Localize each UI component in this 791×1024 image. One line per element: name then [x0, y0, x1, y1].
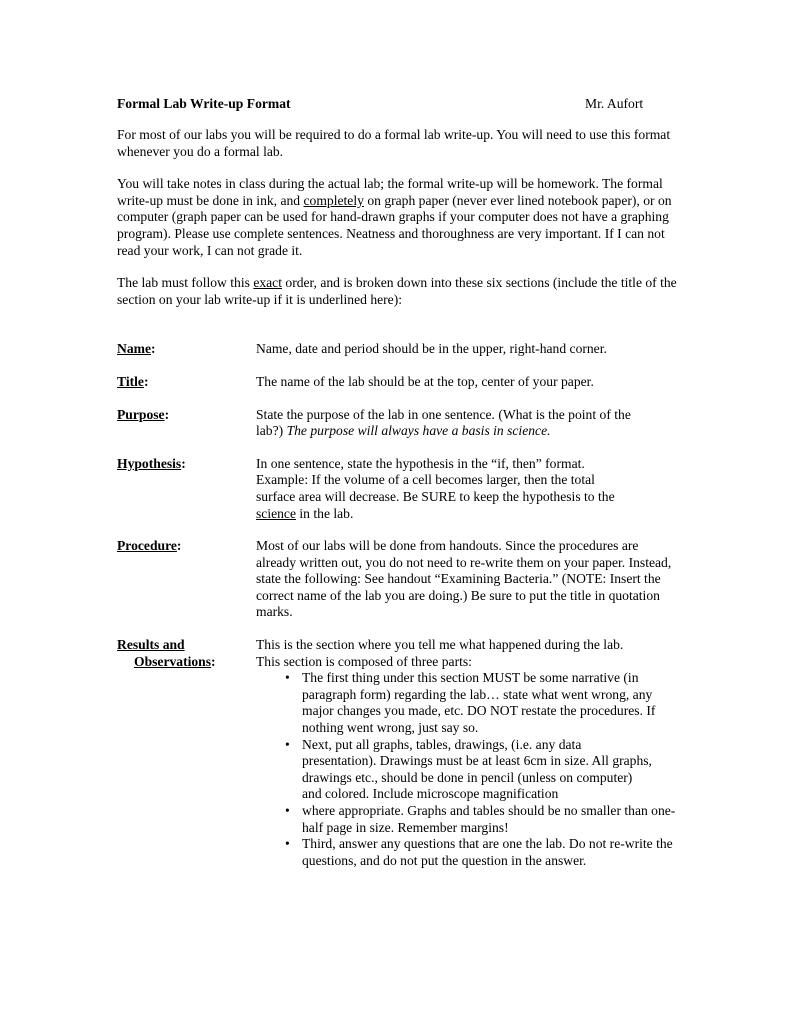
section-name-label: [117, 341, 256, 358]
section-procedure-label-colon: :: [176, 538, 182, 554]
section-title: [117, 374, 677, 391]
results-bullet-4-text: Third, answer any questions that are one the lab. Do not re-write the questions, and do not put the question in the answer.: [302, 836, 673, 868]
results-bullet-2: [285, 737, 652, 803]
section-purpose-label-text: Purpose: [117, 406, 165, 422]
section-hypothesis-label-text: Hypothesis: [117, 455, 182, 471]
results-bullet-3: [285, 803, 677, 836]
results-bullet-1-text: The first thing under this section MUST be some narrative (in paragraph form) regarding the lab… state what went wrong, any major changes you made, etc. DO NOT restate the procedures. If nothing went wrong, just say so.: [302, 670, 656, 736]
section-purpose-label: [117, 407, 256, 440]
teacher-name: Mr. Aufort: [585, 96, 644, 111]
section-purpose-text: [256, 407, 634, 440]
section-name-label-text: Name: [117, 341, 151, 357]
section-title-text: The name of the lab should be at the top, center of your paper.: [256, 373, 594, 389]
section-procedure-text: Most of our labs will be done from handouts. Since the procedures are already written out, you do not need to re-write them on your paper. Instead, state the following: See handout “Examining Bacteria.” (NOTE: Insert the correct name of the lab you are doing.) Be sure to put the title in quotation marks.: [256, 538, 672, 620]
bullet-icon: •: [285, 836, 290, 852]
section-results-label: [117, 637, 256, 869]
section-title-label: [117, 374, 256, 391]
underlined-science: science: [256, 505, 296, 521]
section-results-label-line-1: Results and: [117, 637, 185, 653]
intro-paragraph-3-part-2: order, and is broken down into these six sections (include the title of the section on your lab write-up if it is underlined here):: [117, 275, 677, 307]
section-name-text: Name, date and period should be in the upper, right-hand corner.: [256, 341, 607, 357]
intro-paragraph-3: [117, 275, 677, 308]
section-purpose-italic: The purpose will always have a basis in science.: [286, 423, 551, 439]
section-hypothesis-text-1: In one sentence, state the hypothesis in the “if, then” format. Example: If the volume of a cell becomes larger, then the total surface area will decrease. Be SURE to keep the hypothesis to the: [256, 455, 615, 504]
underlined-completely: completely: [303, 192, 364, 208]
underlined-exact: exact: [253, 275, 282, 291]
intro-paragraph-1: For most of our labs you will be required to do a formal lab write-up. You will need to use this format whenever you do a formal lab.: [117, 127, 671, 159]
section-results-label-line-2-wrap: [117, 654, 256, 671]
bullet-icon: •: [285, 803, 290, 818]
results-bullet-2-text: Next, put all graphs, tables, drawings, (i.e. any data presentation). Drawings must be at least 6cm in size. All graphs, drawings etc., should be done in pencil (unless on computer) and colored. Include microscope magnification: [302, 736, 652, 802]
intro-paragraph-2-part-2: on graph paper (never ever lined notebook paper), or on computer (graph paper can be used for hand-drawn graphs if your computer does not have a graphing program). Please use complete sentences. Neatness and thoroughness are very important. If I can not read your work, I can not grade it.: [117, 192, 672, 258]
results-bullet-1: [285, 670, 677, 736]
section-procedure-label: [117, 538, 256, 621]
bullet-icon: •: [285, 670, 290, 686]
section-results-intro: This is the section where you tell me what happened during the lab. This section is composed of three parts:: [256, 637, 624, 669]
document-title: Formal Lab Write-up Format: [117, 96, 291, 111]
section-results-label-line-2: Observations: [134, 653, 212, 669]
bullet-icon: •: [285, 736, 290, 752]
section-hypothesis-label: [117, 456, 256, 522]
section-title-label-colon: :: [143, 373, 149, 389]
document-header: [117, 96, 677, 113]
section-hypothesis: [117, 456, 677, 522]
section-title-label-text: Title: [117, 373, 144, 389]
section-results-label-colon: :: [211, 653, 216, 669]
section-results: [117, 637, 677, 869]
document-page: [117, 96, 677, 885]
intro-paragraph-2: [117, 176, 677, 259]
section-results-body: [256, 637, 677, 869]
results-bullet-4: [285, 836, 677, 869]
intro-paragraph-3-part-1: The lab must follow this: [117, 275, 254, 291]
section-hypothesis-text: [256, 456, 616, 522]
section-procedure: [117, 538, 677, 621]
section-hypothesis-text-2: in the lab.: [296, 505, 354, 521]
section-purpose-label-colon: :: [164, 406, 170, 422]
section-name: [117, 341, 677, 358]
section-name-label-colon: :: [150, 341, 156, 357]
section-purpose: [117, 407, 677, 440]
results-bullet-3-text: where appropriate. Graphs and tables should be no smaller than one-half page in size. Remember margins!: [302, 803, 676, 835]
sections-list: [117, 341, 677, 869]
results-bullet-list: [256, 670, 677, 869]
section-purpose-text-main: State the purpose of the lab in one sentence. (What is the point of the lab?): [256, 406, 631, 439]
section-hypothesis-label-colon: :: [181, 455, 186, 471]
intro-paragraph-2-part-1: You will take notes in class during the actual lab; the formal write-up will be homework. The formal write-up must be done in ink, and: [117, 176, 663, 208]
section-procedure-label-text: Procedure: [117, 538, 177, 554]
